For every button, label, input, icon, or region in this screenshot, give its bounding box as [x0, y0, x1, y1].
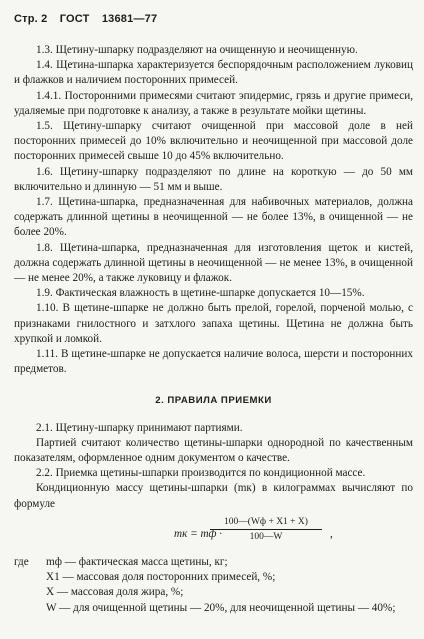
paragraph-1-3: 1.3. Щетину-шпарку подразделяют на очищенную и неочищенную.	[36, 44, 358, 56]
paragraph-1-8: 1.8. Щетина-шпарка, предназначенная для изготовления щеток и кистей, должна содержать длинной щетины в неочищенной — не менее 13%, в очищенной — не менее 20%, а также луковицу и флажок.	[14, 241, 413, 285]
formula-trailing: ,	[330, 527, 333, 540]
section-2-title: 2. ПРАВИЛА ПРИЕМКИ	[155, 395, 272, 407]
standard-label: ГОСТ	[59, 13, 90, 25]
formula-denominator: 100—W	[249, 531, 283, 542]
definition-x1: X1 — массовая доля посторонних примесей, %;	[46, 571, 276, 584]
paragraph-1-6: 1.6. Щетину-шпарку подразделяют по длине на короткую — до 50 мм включительно и длинную — 51 мм и выше.	[14, 165, 413, 193]
paragraph-2-1: 2.1. Щетину-шпарку принимают партиями.	[36, 421, 243, 434]
paragraph-2-2: 2.2. Приемка щетины-шпарки производится по кондиционной массе.	[36, 467, 366, 480]
formula-lhs: mк = mф ·	[174, 527, 223, 540]
standard-number: 13681—77	[101, 13, 158, 25]
paragraph-1-4-1: 1.4.1. Посторонними примесями считают эпидермис, грязь и другие примеси, удаляемые при подготовке к анализу, а также в результате мойки щетины.	[14, 89, 413, 117]
paragraph-1-4: 1.4. Щетина-шпарка характеризуется беспорядочным расположением луковиц и флажков и наличием посторонних примесей.	[14, 59, 413, 87]
paragraph-1-7: 1.7. Щетина-шпарка, предназначенная для набивочных материалов, должна содержать длинной щетины в неочищенной — не более 13%, в очищенной — не более 20%.	[14, 196, 413, 239]
formula-numerator: 100—(Wф + X1 + X)	[224, 516, 308, 527]
paragraph-formula-intro: Кондиционную массу щетины-шпарки (mк) в килограммах вычисляют по формуле	[14, 482, 413, 510]
where-lead: где	[14, 555, 29, 568]
page-header	[14, 13, 157, 25]
fraction-bar	[210, 529, 322, 530]
paragraph-1-5: 1.5. Щетину-шпарку считают очищенной при массовой доле в ней посторонних примесей до 10% включительно и неочищенной при массовой доле посторонних примесей свыше 10 до 45% включительно.	[14, 120, 413, 163]
page-label: Стр. 2	[14, 13, 48, 25]
conditional-mass-formula	[14, 514, 413, 554]
paragraph-1-9: 1.9. Фактическая влажность в щетине-шпарке допускается 10—15%.	[36, 287, 365, 300]
paragraph-1-11: 1.11. В щетине-шпарке не допускается наличие волоса, шерсти и посторонних предметов.	[14, 348, 413, 376]
where-definitions	[14, 555, 413, 570]
document-body	[14, 43, 413, 616]
paragraph-1-10: 1.10. В щетине-шпарке не должно быть прелой, горелой, порченой молью, с признаками гнилостного и затхлого запаха щетины. Щетина не должна быть хрупкой и ломкой.	[14, 302, 413, 345]
formula-fraction	[210, 516, 322, 543]
definition-x: X — массовая доля жира, %;	[46, 586, 184, 599]
definition-m-f: mф — фактическая масса щетины, кг;	[46, 555, 228, 568]
paragraph-lot-definition: Партией считают количество щетины-шпарки однородной по качественным показателям, оформленное одним документом о качестве.	[14, 436, 413, 465]
definition-w: W — для очищенной щетины — 20%, для неочищенной щетины — 40%;	[46, 601, 396, 614]
